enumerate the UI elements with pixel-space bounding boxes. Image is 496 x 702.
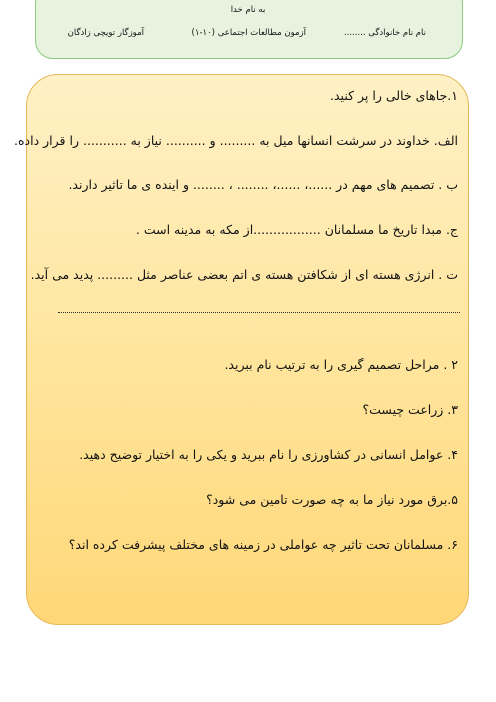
question-5: ۵.برق مورد نیاز ما به چه صورت تامین می شود؟ [206, 492, 458, 507]
question-1-part-a: الف. خداوند در سرشت انسانها میل به ......... و .......... نیاز به ........... را قرار داده. [14, 133, 458, 148]
question-1-part-b: ب . تصمیم های مهم در ......، ......، ........ ، ........ و اینده ی ما تاثیر دارند. [68, 177, 458, 192]
answer-dotted-line [58, 312, 460, 313]
student-name-field: نام نام خانوادگی ........ [343, 28, 426, 38]
question-2: ۲ . مراحل تصمیم گیری را به ترتیب نام ببرید. [224, 357, 458, 372]
question-3: ۳. زراعت چیست؟ [362, 402, 458, 417]
exam-title: آزمون مطالعات اجتماعی (۱۰-۱) [191, 28, 306, 38]
question-1-part-c: ج. مبدا تاریخ ما مسلمانان .................از مکه به مدینه است . [135, 222, 458, 237]
question-6: ۶. مسلمانان تحت تاثیر چه عواملی در زمینه های مختلف پیشرفت کرده اند؟ [68, 537, 458, 552]
question-1-part-d: ت . انرژی هسته ای از شکافتن هسته ی اتم بعضی عناصر مثل ......... پدید می آید. [30, 267, 458, 282]
question-1-title: ۱.جاهای خالی را پر کنید. [330, 88, 458, 103]
question-4: ۴. عوامل انسانی در کشاورزی را نام ببرید و یکی را به اختیار توضیح دهید. [79, 447, 458, 462]
teacher-name: آموزگار تویچی زادگان [67, 28, 144, 38]
header-title: به نام خدا [230, 5, 266, 15]
